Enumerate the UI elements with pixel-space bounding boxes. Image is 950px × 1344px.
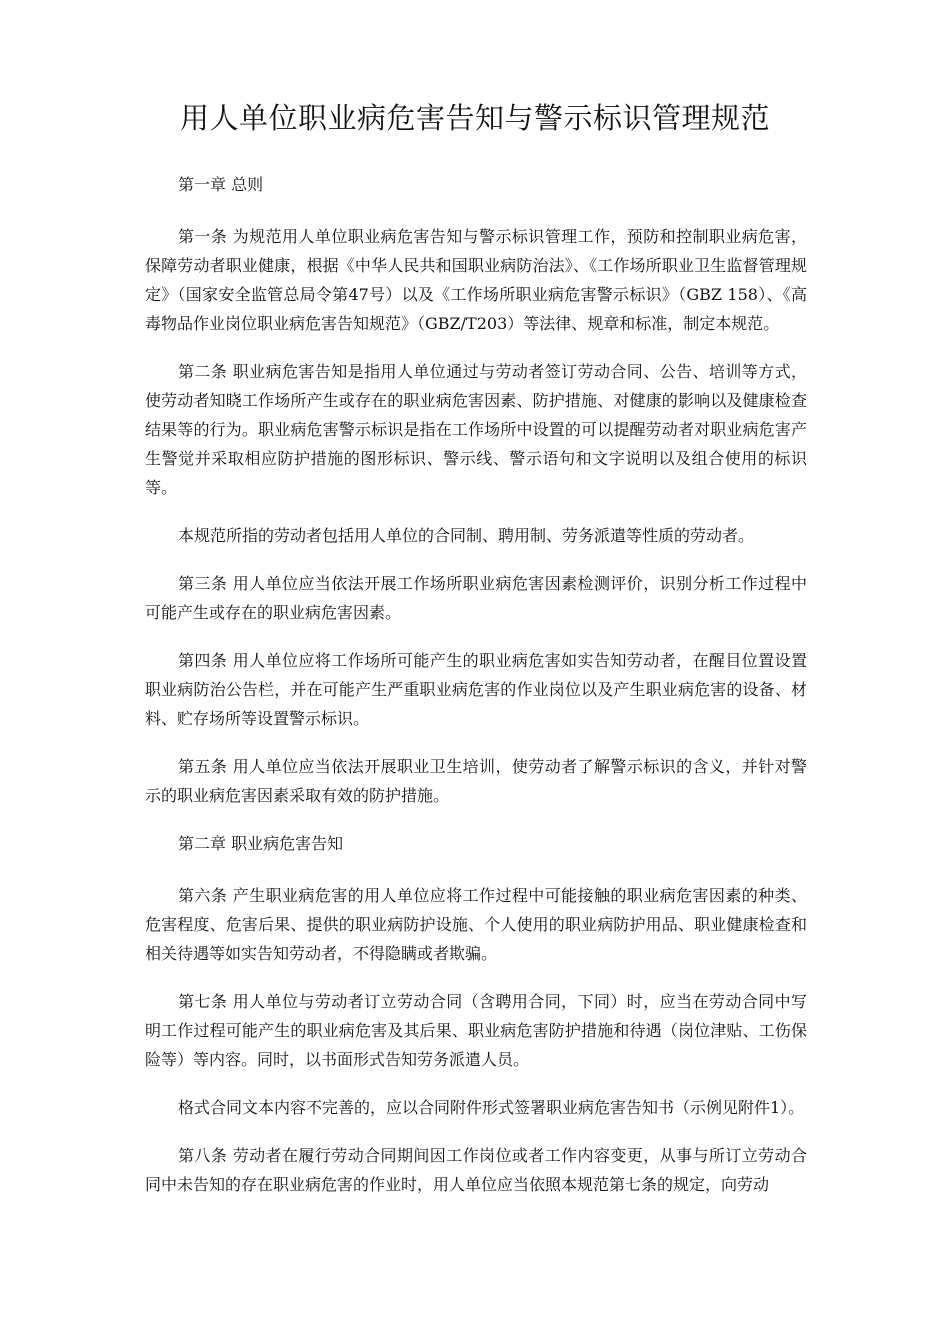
article-paragraph: 第四条 用人单位应将工作场所可能产生的职业病危害如实告知劳动者，在醒目位置设置职业病防治公告栏，并在可能产生严重职业病危害的作业岗位以及产生职业病危害的设备、材料、贮存场所等设置警示标识。 xyxy=(145,651,807,728)
body-paragraph: 本规范所指的劳动者包括用人单位的合同制、聘用制、劳务派遣等性质的劳动者。 xyxy=(178,526,755,545)
article-paragraph: 第一条 为规范用人单位职业病危害告知与警示标识管理工作，预防和控制职业病危害，保障劳动者职业健康，根据《中华人民共和国职业病防治法》、《工作场所职业卫生监督管理规定》（国家安全监管总局令第47号）以及《工作场所职业病危害警示标识》（GBZ 158）、《高毒物品作业岗位职业病危害告知规范》（GBZ/T203）等法律、规章和标准，制定本规范。 xyxy=(145,227,807,333)
article-paragraph: 第三条 用人单位应当依法开展工作场所职业病危害因素检测评价，识别分析工作过程中可能产生或存在的职业病危害因素。 xyxy=(145,574,807,622)
chapter-heading: 第二章 职业病危害告知 xyxy=(178,834,344,853)
body-paragraph: 格式合同文本内容不完善的，应以合同附件形式签署职业病危害告知书（示例见附件1）。 xyxy=(178,1098,805,1117)
document-body xyxy=(145,170,807,1218)
article-paragraph: 第八条 劳动者在履行劳动合同期间因工作岗位或者工作内容变更，从事与所订立劳动合同中未告知的存在职业病危害的作业时，用人单位应当依照本规范第七条的规定，向劳动 xyxy=(145,1146,807,1194)
article-paragraph: 第五条 用人单位应当依法开展职业卫生培训，使劳动者了解警示标识的含义，并针对警示的职业病危害因素采取有效的防护措施。 xyxy=(145,757,807,805)
article-paragraph: 第七条 用人单位与劳动者订立劳动合同（含聘用合同，下同）时，应当在劳动合同中写明工作过程可能产生的职业病危害及其后果、职业病危害防护措施和待遇（岗位津贴、工伤保险等）等内容。同时，以书面形式告知劳务派遣人员。 xyxy=(145,992,807,1069)
article-paragraph: 第六条 产生职业病危害的用人单位应将工作过程中可能接触的职业病危害因素的种类、危害程度、危害后果、提供的职业病防护设施、个人使用的职业病防护用品、职业健康检查和相关待遇等如实告知劳动者，不得隐瞒或者欺骗。 xyxy=(145,886,807,963)
document-title: 用人单位职业病危害告知与警示标识管理规范 xyxy=(179,101,770,135)
chapter-heading: 第一章 总则 xyxy=(178,175,264,194)
article-paragraph: 第二条 职业病危害告知是指用人单位通过与劳动者签订劳动合同、公告、培训等方式，使劳动者知晓工作场所产生或存在的职业病危害因素、防护措施、对健康的影响以及健康检查结果等的行为。职业病危害警示标识是指在工作场所中设置的可以提醒劳动者对职业病危害产生警觉并采取相应防护措施的图形标识、警示线、警示语句和文字说明以及组合使用的标识等。 xyxy=(145,362,807,497)
